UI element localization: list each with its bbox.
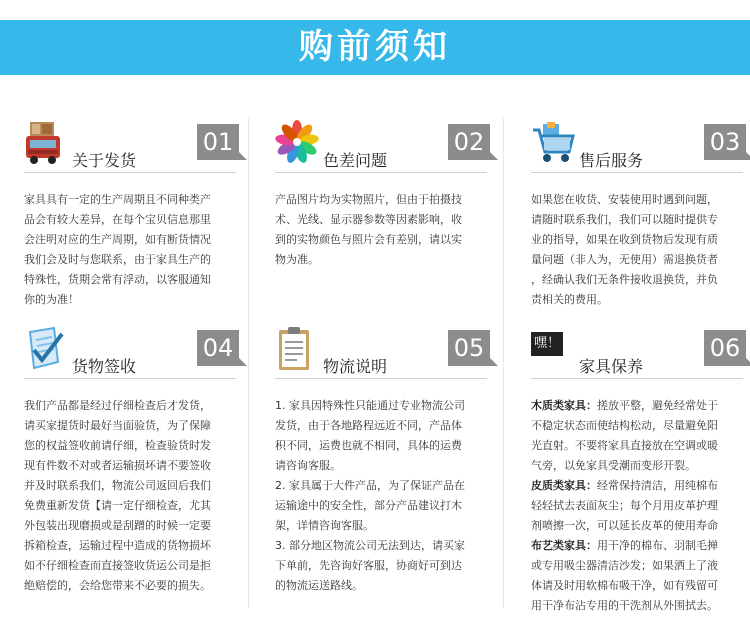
section-label: 布艺类家具： [531,539,597,552]
card-title: 货物签收 [72,357,137,376]
section-text: 搓放平整，避免经常处于 [597,399,718,412]
card-receipt [24,326,249,596]
divider-line [531,172,743,173]
body-line: 物为准。 [275,253,319,266]
card-title: 关于发货 [72,151,137,170]
divider-line [275,378,487,379]
body-line: 量问题（非人为，无使用）需退换货者 [531,253,718,266]
card-header [24,326,249,396]
section-text: 经常保持清洁，用纯棉布 [597,479,718,492]
section-label: 木质类家具： [531,399,597,412]
body-line: 绝赔偿的，会给您带来不必要的损失。 [24,579,211,592]
body-line: 到的实物颜色与照片会有差别，请以实 [275,233,462,246]
section-text: 用干净的棉布、羽制毛掸 [597,539,718,552]
icon-label: 嘿！ [531,332,563,356]
body-line: 体请及时用软棉布吸干净，如有残留可 [531,579,718,592]
body-line: 轻轻拭去表面灰尘；每个月用皮革护理 [531,499,718,512]
body-line: 责相关的费用。 [531,293,608,306]
body-line: 并及时联系我们，物流公司返回后我们 [24,479,211,492]
section-label: 皮质类家具： [531,479,597,492]
body-line: 我们产品都是经过仔细检查后才发货， [24,399,211,412]
body-line: 请咨询客服。 [275,459,341,472]
body-line: 家具具有一定的生产周期且不同种类产 [24,193,211,206]
body-line: 用干净布沾专用的干洗剂从外围拭去。 [531,599,718,612]
body-line: 请买家提货时最好当面验货，为了保障 [24,419,211,432]
body-line: 的物流运送路线。 [275,579,363,592]
card-body [275,190,477,270]
card-title: 色差问题 [323,151,388,170]
divider-line [531,378,743,379]
body-line: 免费重新发货【请一定仔细检查，尤其 [24,499,211,512]
card-header [275,120,500,190]
body-line: 现有件数不对或者运输损坏请不要签收 [24,459,211,472]
body-line: 产品图片均为实物照片，但由于拍摄技 [275,193,462,206]
checklist-icon [24,326,64,374]
card-body [24,396,226,596]
divider-line [24,172,236,173]
body-line: 气旁，以免家具受潮而变形开裂。 [531,459,696,472]
card-after-sales [531,120,750,310]
body-line: 剂喷擦一次，可以延长皮革的使用寿命 [531,519,718,532]
card-number: 03 [704,124,746,160]
card-title: 售后服务 [579,151,644,170]
card-body [531,190,733,310]
body-line: 光直射。不要将家具直接放在空调或暖 [531,439,718,452]
body-line [531,536,741,556]
body-line: ，经确认我们无条件接收退换货，并负 [531,273,718,286]
card-number: 01 [197,124,239,160]
shopping-cart-icon [531,120,571,168]
body-line: 积不同，运费也就不相同，具体的运费 [275,439,462,452]
body-line: 品会有较大差异，在每个宝贝信息那里 [24,213,211,226]
card-number: 06 [704,330,746,366]
body-line: 会注明对应的生产周期，如有断货情况 [24,233,211,246]
card-maintenance [531,326,750,616]
truck-icon [24,120,64,168]
clipboard-icon [275,326,315,374]
body-line: 如不仔细检查而直接签收货运公司是拒 [24,559,211,572]
card-color-difference [275,120,500,270]
body-line: 你的为准！ [24,293,79,306]
body-line: 下单前，先咨询好客服，协商好可到达 [275,559,462,572]
body-line: 发货，由于各地路程远近不同，产品体 [275,419,462,432]
card-header [275,326,500,396]
body-line: 架，详情咨询客服。 [275,519,374,532]
card-header [531,120,750,190]
card-title: 家具保养 [579,357,644,376]
banner-title: 购前须知 [299,27,451,67]
divider-line [24,378,236,379]
card-logistics [275,326,500,596]
body-line: 不稳定状态而使结构松动，尽量避免阳 [531,419,718,432]
body-line: 您的权益签收前请仔细，检查验货时发 [24,439,211,452]
color-wheel-icon [275,120,315,168]
card-shipping [24,120,249,310]
body-line: 业的指导，如果在收到货物后发现有质 [531,233,718,246]
body-line [531,476,741,496]
body-line: 3. 部分地区物流公司无法到达，请买家 [275,539,465,552]
card-number: 02 [448,124,490,160]
body-line: 特殊性，货期会常有浮动，以客服通知 [24,273,211,286]
card-number: 05 [448,330,490,366]
card-header [531,326,750,396]
body-line: 运输途中的安全性，部分产品建议打木 [275,499,462,512]
body-line: 术、光线、显示器参数等因素影响，收 [275,213,462,226]
card-title: 物流说明 [323,357,388,376]
body-line [531,396,741,416]
body-line: 或专用吸尘器清洁沙发；如果洒上了液 [531,559,718,572]
body-line: 拆箱检查，运输过程中造成的货物损坏 [24,539,211,552]
card-body [275,396,477,596]
card-body [24,190,226,310]
body-line: 外包装出现磨损或是刮蹭的时候一定要 [24,519,211,532]
furniture-care-icon [531,332,571,380]
card-number: 04 [197,330,239,366]
body-line: 请随时联系我们，我们可以随时提供专 [531,213,718,226]
divider-line [275,172,487,173]
top-strip [0,0,750,20]
column-divider [503,118,504,608]
body-line: 我们会及时与您联系，由于家具生产的 [24,253,211,266]
banner [0,20,750,75]
body-line: 1. 家具因特殊性只能通过专业物流公司 [275,399,465,412]
body-line: 2. 家具属于大件产品，为了保证产品在 [275,479,465,492]
card-body [531,396,741,616]
card-header [24,120,249,190]
body-line: 如果您在收货、安装使用时遇到问题， [531,193,718,206]
